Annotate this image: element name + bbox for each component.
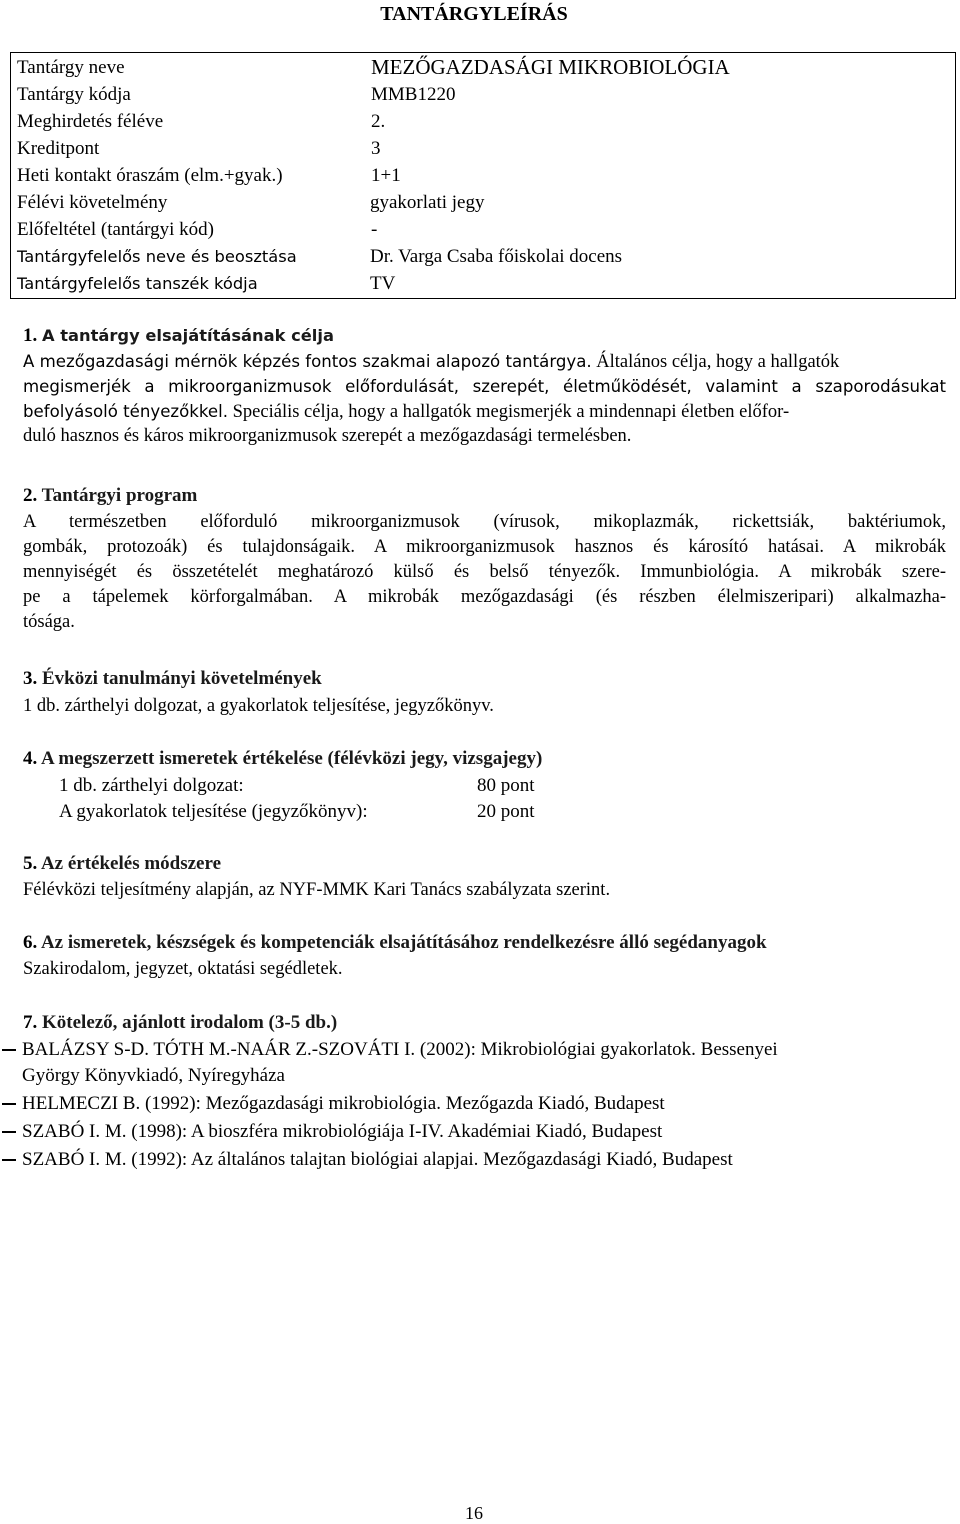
text-line: tósága.: [23, 612, 75, 632]
info-row-subject-name: [11, 54, 955, 81]
text-line: gombák, protozoák) és tulajdonságaik. A mikroorganizmusok hasznos és károsító hatásai. A mikrobák: [23, 537, 946, 557]
section-number: 1.: [23, 325, 38, 346]
text-line: duló hasznos és káros mikroorganizmusok szerepét a mezőgazdasági termelésben.: [23, 426, 632, 446]
dash-bullet-icon: [2, 1049, 16, 1051]
info-label: Tantárgy neve: [17, 57, 125, 78]
literature-text: SZABÓ I. M. (1998): A bioszféra mikrobiológiája I-IV. Akadémiai Kiadó, Budapest: [22, 1121, 663, 1142]
literature-list: [0, 1037, 960, 1177]
text-line: Félévközi teljesítmény alapján, az NYF-MMK Kari Tanács szabályzata szerint.: [23, 880, 611, 900]
text-line: [23, 399, 946, 424]
section-title: A tantárgy elsajátításának célja: [42, 326, 334, 345]
text-segment: Speciális célja, hogy a hallgatók megismerjék a mindennapi életben előfor-: [228, 402, 790, 422]
info-row-requirement: [11, 189, 955, 216]
info-label: Félévi követelmény: [17, 192, 168, 213]
text-line: mennyiségét és összetételét meghatározó külső és belső tényezők. Immunbiológia. A mikrobák szere-: [23, 562, 946, 582]
assessment-item-points: 20 pont: [477, 801, 535, 822]
literature-text: BALÁZSY S-D. TÓTH M.-NAÁR Z.-SZOVÁTI I. (2002): Mikrobiológiai gyakorlatok. Bessenyei: [22, 1039, 778, 1060]
info-row-subject-code: [11, 81, 955, 108]
info-value: gyakorlati jegy: [370, 192, 485, 213]
section-title: Tantárgyi program: [41, 485, 198, 506]
section-number: 5.: [23, 853, 38, 874]
info-row-contact-hours: [11, 162, 955, 189]
info-row-department: [11, 270, 955, 297]
section-number: 7.: [23, 1012, 38, 1033]
text-line: 1 db. zárthelyi dolgozat, a gyakorlatok teljesítése, jegyzőkönyv.: [23, 696, 494, 716]
info-value: MEZŐGAZDASÁGI MIKROBIOLÓGIA: [371, 55, 730, 79]
dash-bullet-icon: [2, 1131, 16, 1133]
text-segment: Általános célja, hogy a hallgatók: [591, 352, 840, 372]
section-6-heading: [23, 931, 767, 955]
section-6-body: [23, 957, 946, 982]
info-value: 3: [371, 138, 381, 159]
text-line: Szakirodalom, jegyzet, oktatási segédletek.: [23, 959, 343, 979]
info-value: Dr. Varga Csaba főiskolai docens: [370, 246, 623, 267]
section-title: Az értékelés módszere: [40, 853, 222, 874]
section-title: Az ismeretek, készségek és kompetenciák elsajátításához rendelkezésre álló segédanyagok: [40, 932, 767, 953]
text-line: [23, 349, 946, 374]
text-segment: A mezőgazdasági mérnök képzés fontos szakmai alapozó tantárgya.: [23, 352, 592, 371]
section-title: A megszerzett ismeretek értékelése (félévközi jegy, vizsgajegy): [40, 748, 543, 769]
info-value: 2.: [371, 111, 386, 132]
info-row-credits: [11, 135, 955, 162]
dash-bullet-icon: [2, 1159, 16, 1161]
section-number: 3.: [23, 668, 38, 689]
info-label: Tantárgyfelelős tanszék kódja: [17, 274, 258, 293]
section-number: 6.: [23, 932, 38, 953]
section-3-body: [23, 694, 946, 719]
section-title: Kötelező, ajánlott irodalom (3-5 db.): [42, 1012, 338, 1033]
section-number: 4.: [23, 748, 38, 769]
section-1-heading: [23, 324, 334, 348]
info-value: MMB1220: [371, 84, 456, 105]
text-line: pe a tápelemek körforgalmában. A mikrobák mezőgazdasági (és részben élelmiszeripari) alkalmazha-: [23, 587, 946, 607]
section-7-heading: [23, 1011, 337, 1035]
info-label: Kreditpont: [17, 138, 100, 159]
text-line: megismerjék a mikroorganizmusok előfordulását, szerepét, életműködését, valamint a szaporodásukat: [23, 377, 946, 396]
info-label: Heti kontakt óraszám (elm.+gyak.): [17, 165, 283, 186]
info-value: 1+1: [371, 165, 401, 186]
literature-text: György Könyvkiadó, Nyíregyháza: [22, 1065, 285, 1086]
info-label: Tantárgy kódja: [17, 84, 131, 105]
section-2-heading: [23, 484, 197, 508]
info-label: Meghirdetés féléve: [17, 111, 164, 132]
section-number: 2.: [23, 485, 38, 506]
document-title: TANTÁRGYLEÍRÁS: [380, 3, 568, 25]
page-number: 16: [465, 1503, 483, 1523]
info-value: TV: [370, 273, 396, 294]
info-row-semester: [11, 108, 955, 135]
literature-text: HELMECZI B. (1992): Mezőgazdasági mikrobiológia. Mezőgazda Kiadó, Budapest: [22, 1093, 665, 1114]
section-3-heading: [23, 667, 322, 691]
assessment-item-label: 1 db. zárthelyi dolgozat:: [59, 775, 244, 796]
text-segment: befolyásoló tényezőkkel.: [23, 402, 229, 421]
section-5-heading: [23, 852, 221, 876]
info-row-responsible: [11, 243, 955, 270]
section-2-body: [23, 510, 946, 635]
section-title: Évközi tanulmányi követelmények: [42, 668, 322, 689]
subject-info-table: [10, 52, 956, 299]
info-row-prerequisite: [11, 216, 955, 243]
literature-text: SZABÓ I. M. (1992): Az általános talajtan biológiai alapjai. Mezőgazdasági Kiadó, Budapest: [22, 1149, 733, 1170]
info-value: -: [371, 219, 378, 240]
section-4-heading: [23, 747, 542, 771]
section-5-body: [23, 878, 946, 903]
section-1-body: [23, 349, 946, 449]
dash-bullet-icon: [2, 1103, 16, 1105]
info-label: Előfeltétel (tantárgyi kód): [17, 219, 214, 240]
assessment-item-label: A gyakorlatok teljesítése (jegyzőkönyv):: [59, 801, 368, 822]
text-line: A természetben előforduló mikroorganizmusok (vírusok, mikoplazmák, rickettsiák, baktériumok,: [23, 512, 946, 532]
assessment-item-points: 80 pont: [477, 775, 535, 796]
info-label: Tantárgyfelelős neve és beosztása: [17, 247, 297, 266]
